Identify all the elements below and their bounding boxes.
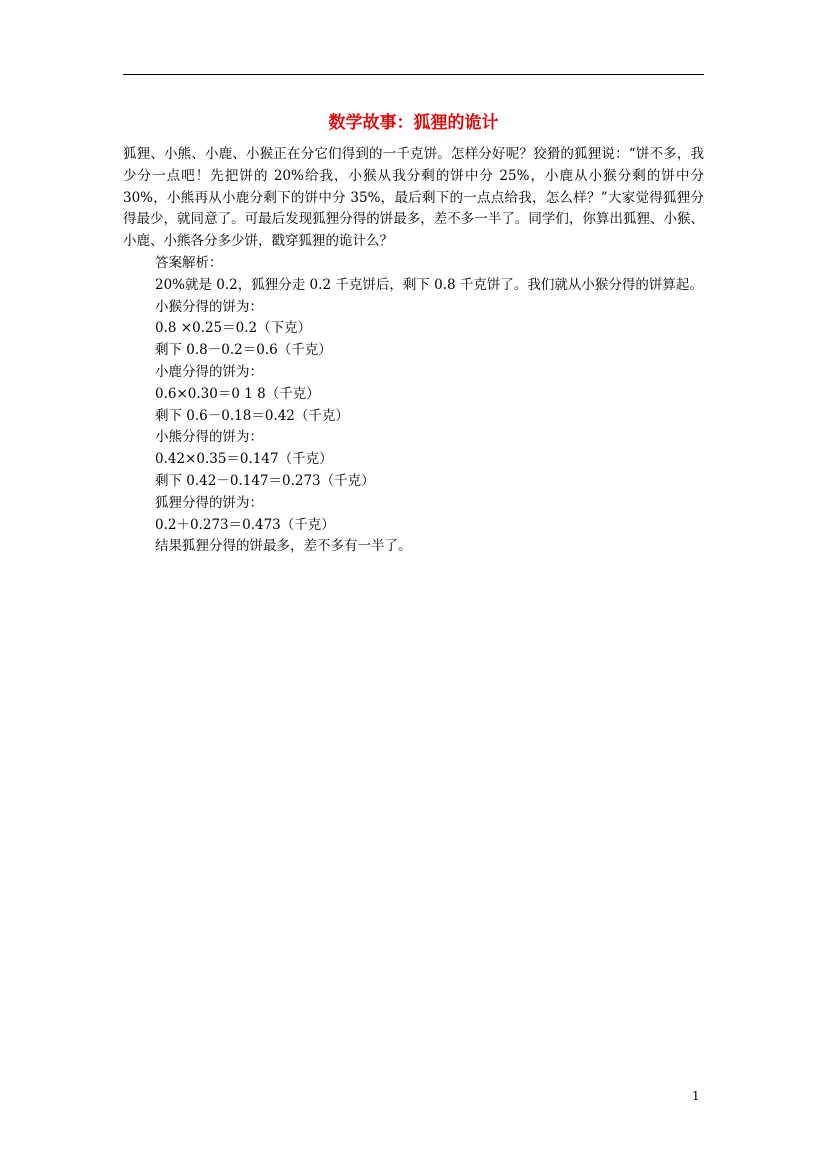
answer-heading: 答案解析： [155, 254, 223, 271]
conclusion-line: 结果狐狸分得的饼最多，差不多有一半了。 [155, 538, 412, 555]
solution-line: 0.2＋0.273＝0.473（千克） [155, 516, 335, 533]
answer-intro: 20%就是 0.2，狐狸分走 0.2 千克饼后，剩下 0.8 千克饼了。我们就从小猴分得的饼算起。 [155, 276, 703, 293]
solution-line: 剩下 0.42－0.147＝0.273（千克） [155, 472, 375, 489]
solution-line: 0.42×0.35＝0.147（千克） [155, 451, 333, 468]
story-paragraph: 狐狸、小熊、小鹿、小猴正在分它们得到的一千克饼。怎样分好呢？狡猾的狐狸说：“饼不多，我少分一点吧！先把饼的 20%给我，小猴从我分剩的饼中分 25%，小鹿从小猴分剩的饼中分 30%，小熊再从小鹿分剩下的饼中分 35%，最后剩下的一点点给我，怎么样？”大家觉得狐狸分得最少，就同意了。可最后发现狐狸分得的饼最多，差不多一半了。同学们，你算出狐狸、小猴、小鹿、小熊各分多少饼，戳穿狐狸的诡计么？ [123, 146, 704, 250]
solution-line: 剩下 0.6－0.18＝0.42（千克） [155, 407, 349, 424]
document-body [123, 144, 704, 558]
header-rule [123, 74, 704, 75]
solution-line: 0.6×0.30＝0 1 8（千克） [155, 385, 320, 402]
solution-line: 0.8 ×0.25＝0.2（下克） [155, 320, 312, 337]
solution-line: 小猴分得的饼为： [155, 298, 263, 315]
solution-line: 剩下 0.8－0.2＝0.6（千克） [155, 342, 332, 359]
page-title: 数学故事：狐狸的诡计 [328, 113, 499, 133]
page-number: 1 [692, 1089, 700, 1103]
solution-line: 小熊分得的饼为： [155, 429, 263, 446]
solution-line: 狐狸分得的饼为： [155, 494, 263, 511]
solution-line: 小鹿分得的饼为： [155, 363, 263, 380]
